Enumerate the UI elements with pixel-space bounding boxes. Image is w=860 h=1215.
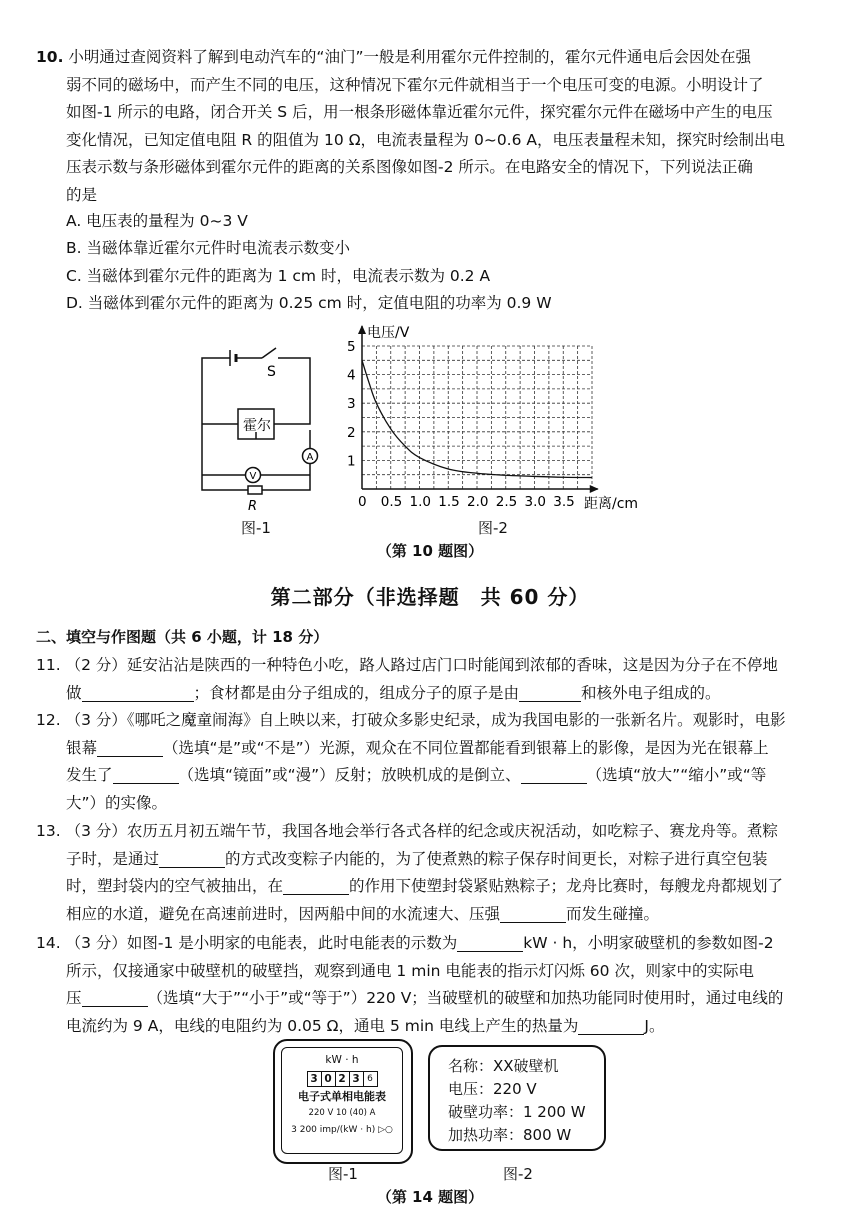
q11-line-2: 做 ；食材都是由分子组成的，组成分子的原子是由 和核外电子组成的。 xyxy=(66,683,721,702)
q10-line-2: 弱不同的磁场中，而产生不同的电压，这种情况下霍尔元件就相当于一个电压可变的电源。小明设计了 xyxy=(66,75,764,94)
y-tick-label: 5 xyxy=(347,339,356,355)
fig2-caption: 图-2 xyxy=(478,519,508,537)
blender-caption: 图-2 xyxy=(503,1165,533,1183)
blender-heat-power: 加热功率：800 W xyxy=(448,1126,572,1144)
energy-meter xyxy=(273,1039,413,1164)
blank-12-1[interactable] xyxy=(97,738,163,757)
blank-14-1[interactable] xyxy=(457,933,523,952)
x-tick-label: 3.5 xyxy=(553,494,575,510)
part-title: 第二部分（非选择题 共 60 分） xyxy=(270,585,590,609)
figure-caption-q10: （第 10 题图） xyxy=(376,542,484,560)
hall-element: 霍尔 xyxy=(243,418,271,434)
x-tick-label: 1.5 xyxy=(438,494,460,510)
q13-line-4: 相应的水道，避免在高速前进时，因两船中间的水流速大、压强 而发生碰撞。 xyxy=(66,904,660,923)
question-13 xyxy=(36,818,826,928)
q12-line-4: 大”）的实像。 xyxy=(66,793,168,812)
y-tick-label: 4 xyxy=(347,367,356,384)
q12-line-2: 银幕 （选填“是”或“不是”）光源，观众在不同位置都能看到银幕上的影像，是因为光在银幕上 xyxy=(66,738,769,757)
y-axis-label: 电压/V xyxy=(367,325,410,341)
circuit-diagram xyxy=(190,340,325,514)
resistor-label: R xyxy=(248,499,258,514)
question-14 xyxy=(36,930,826,1040)
question-12 xyxy=(36,707,826,817)
blank-13-2[interactable] xyxy=(283,876,349,895)
option-a[interactable]: A. 电压表的量程为 0~3 V xyxy=(66,212,248,230)
q13-line-2: 子时，是通过 的方式改变粽子内能的，为了使煮熟的粽子保存时间更长，对粽子进行真空包装 xyxy=(66,849,768,868)
q13-line-3: 时，塑封袋内的空气被抽出，在 的作用下使塑封袋紧贴熟粽子；龙舟比赛时，每艘龙舟都规划了 xyxy=(66,877,784,895)
section-title: 二、填空与作图题（共 6 小题，计 18 分） xyxy=(36,628,329,646)
q10-line-4: 变化情况，已知定值电阻 R 的阻值为 10 Ω，电流表量程为 0~0.6 A，电压表量程未知，探究时绘制出电 xyxy=(66,130,786,149)
q10-line-3: 如图-1 所示的电路，闭合开关 S 后，用一根条形磁体靠近霍尔元件，探究霍尔元件在磁场中产生的电压 xyxy=(66,103,773,121)
meter-constant: 3 200 imp/(kW · h) ▷○ xyxy=(291,1125,393,1135)
q14-line-4: 电流约为 9 A，电线的电阻约为 0.05 Ω，通电 5 min 电线上产生的热量为 J。 xyxy=(66,1016,665,1035)
ammeter-label: A xyxy=(306,452,314,463)
blender-break-power: 破壁功率：1 200 W xyxy=(448,1103,586,1121)
q10-number: 10. xyxy=(36,48,64,66)
chart-grid xyxy=(362,346,592,489)
meter-name: 电子式单相电能表 xyxy=(298,1090,386,1103)
meter-digits: 3 0 2 3 6 xyxy=(307,1071,378,1087)
y-axis-arrow xyxy=(358,325,366,334)
blank-13-1[interactable] xyxy=(159,849,225,868)
blender-params xyxy=(428,1045,606,1151)
q10-line-5: 压表示数与条形磁体到霍尔元件的距离的关系图像如图-2 所示。在电路安全的情况下，下列说法正确 xyxy=(66,158,753,176)
q14-line-1: 14. （3 分）如图-1 是小明家的电能表，此时电能表的示数为 kW · h，小明家破壁机的参数如图-2 xyxy=(36,934,774,952)
meter-rating: 220 V 10 (40) A xyxy=(308,1108,376,1118)
q10-line-6: 的是 xyxy=(66,185,98,204)
switch-label: S xyxy=(267,364,276,380)
x-tick-label: 0.5 xyxy=(380,494,403,510)
q12-line-3: 发生了 （选填“镜面”或“漫”）反射；放映机成的是倒立、 （选填“放大”“缩小”或“等 xyxy=(66,766,767,784)
blank-11-2[interactable] xyxy=(519,683,581,702)
x-tick-label: 1.0 xyxy=(409,494,431,510)
meter-caption: 图-1 xyxy=(328,1165,358,1183)
q10-line-1: 10. 小明通过查阅资料了解到电动汽车的“油门”一般是利用霍尔元件控制的，霍尔元件通电后会因处在强 xyxy=(36,48,751,66)
question-11 xyxy=(36,652,826,707)
blank-12-2[interactable] xyxy=(113,765,179,784)
voltage-distance-chart xyxy=(340,322,670,517)
q14-line-3: 压 （选填“大于”“小于”或“等于”）220 V；当破壁机的破壁和加热功能同时使用时，通过电线的 xyxy=(66,989,784,1007)
fig1-caption: 图-1 xyxy=(241,519,271,537)
y-tick-label: 1 xyxy=(347,453,356,470)
blender-voltage: 电压：220 V xyxy=(448,1080,537,1098)
voltmeter-label: V xyxy=(249,471,257,482)
x-tick-label: 0 xyxy=(358,494,367,510)
option-c[interactable]: C. 当磁体到霍尔元件的距离为 1 cm 时，电流表示数为 0.2 A xyxy=(66,267,491,285)
blank-14-2[interactable] xyxy=(82,988,148,1007)
question-10 xyxy=(36,44,826,209)
blank-14-3[interactable] xyxy=(578,1016,644,1035)
indicator-light-icon: ▷○ xyxy=(378,1125,393,1135)
y-tick-label: 2 xyxy=(347,424,356,441)
blank-11-1[interactable] xyxy=(82,683,194,702)
blank-12-3[interactable] xyxy=(521,765,587,784)
x-tick-label: 2.0 xyxy=(467,494,489,510)
option-b[interactable]: B. 当磁体靠近霍尔元件时电流表示数变小 xyxy=(66,239,350,257)
q11-line-1: 11. （2 分）延安沾沾是陕西的一种特色小吃，路人路过店门口时能闻到浓郁的香味，这是因为分子在不停地 xyxy=(36,656,778,674)
x-axis-label: 距离/cm xyxy=(584,496,639,512)
meter-unit: kW · h xyxy=(325,1054,359,1066)
option-d[interactable]: D. 当磁体到霍尔元件的距离为 0.25 cm 时，定值电阻的功率为 0.9 W xyxy=(66,294,552,312)
chart-axes xyxy=(358,325,599,493)
q13-line-1: 13. （3 分）农历五月初五端午节，我国各地会举行各式各样的纪念或庆祝活动，如吃粽子、赛龙舟等。煮粽 xyxy=(36,822,778,840)
blender-name: 名称：XX破壁机 xyxy=(448,1057,559,1075)
q12-line-1: 12. （3 分）《哪吒之魔童闹海》自上映以来，打破众多影史纪录，成为我国电影的一张新名片。观影时，电影 xyxy=(36,711,786,729)
x-tick-label: 2.5 xyxy=(495,494,518,510)
q14-line-2: 所示，仅接通家中破壁机的破壁挡，观察到通电 1 min 电能表的指示灯闪烁 60 次，则家中的实际电 xyxy=(66,961,754,980)
blank-13-3[interactable] xyxy=(500,904,566,923)
x-tick-label: 3.0 xyxy=(524,494,546,510)
figure-caption-q14: （第 14 题图） xyxy=(376,1188,484,1206)
y-tick-label: 3 xyxy=(347,396,356,413)
x-axis-arrow xyxy=(590,485,599,493)
